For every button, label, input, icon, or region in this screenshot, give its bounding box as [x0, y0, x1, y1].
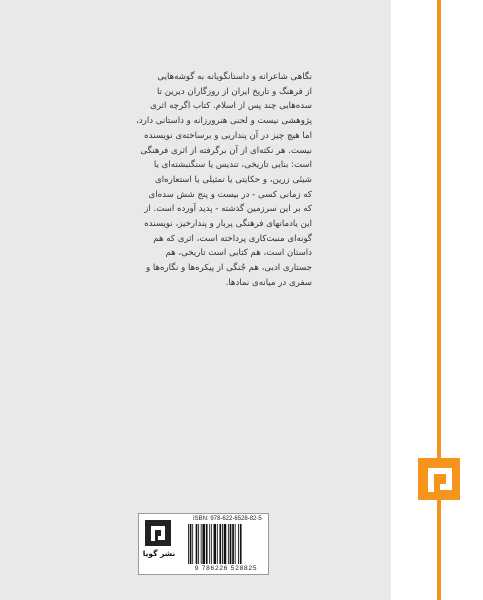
publisher-logo-icon [418, 458, 460, 500]
blurb-line: گونه‌ای منبت‌کاری پرداخته است، اثری که هم [153, 233, 312, 244]
blurb-line: سده‌هایی چند پس از اسلام. کتاب اگرچه اثری [150, 101, 312, 112]
blurb-line: سفری در میانه‌ی نمادها. [225, 277, 312, 288]
blurb-line: اما هیچ چیز در آن پنداریی و برساخته‌ی نویسنده [144, 130, 312, 141]
blurb-line: شیئی زرین، و حکایتی یا تمثیلی یا استعاره‌ای [155, 174, 312, 185]
blurb-line: داستان است، هم کتابی است تاریخی، هم [165, 248, 312, 259]
blurb-line: جستاری ادبی، هم جُنگی از پیکره‌ها و نگاره‌ها و [145, 263, 312, 274]
barcode-number: 9 786226 528825 [194, 565, 258, 572]
blurb-line: از فرهنگ و تاریخ ایران از روزگاران دیرین تا [157, 86, 312, 97]
blurb-line: است: بنایی تاریخی، تندیس یا سنگنبشته‌ای یا [153, 160, 312, 171]
publisher-name: نشر گویا [142, 549, 176, 558]
blurb-line: پژوهشی نیست و لحنی هنرورزانه و داستانی دارد، [136, 116, 312, 127]
blurb-line: نیست. هر نکته‌ای از آن برگرفته از اثری فرهنگی [140, 145, 312, 156]
blurb-line: که بر این سرزمین گذشته - پدید آورده است. از [144, 204, 312, 215]
blurb-line: که زمانی کسی - در بیست و پنج شش سده‌ای [148, 189, 312, 200]
isbn-label: ISBN: 978-622-6528-82-5 [193, 516, 262, 522]
publisher-logo-icon [145, 520, 171, 546]
blurb-text [100, 70, 312, 291]
spine-accent-stripe [437, 0, 441, 600]
blurb-line: نگاهی شاعرانه و داستانگویانه به گوشه‌هایی [157, 72, 312, 82]
blurb-line: این یادمانهای فرهنگی پربار و پندارخیز، نویسنده [144, 219, 312, 230]
barcode [187, 524, 263, 564]
